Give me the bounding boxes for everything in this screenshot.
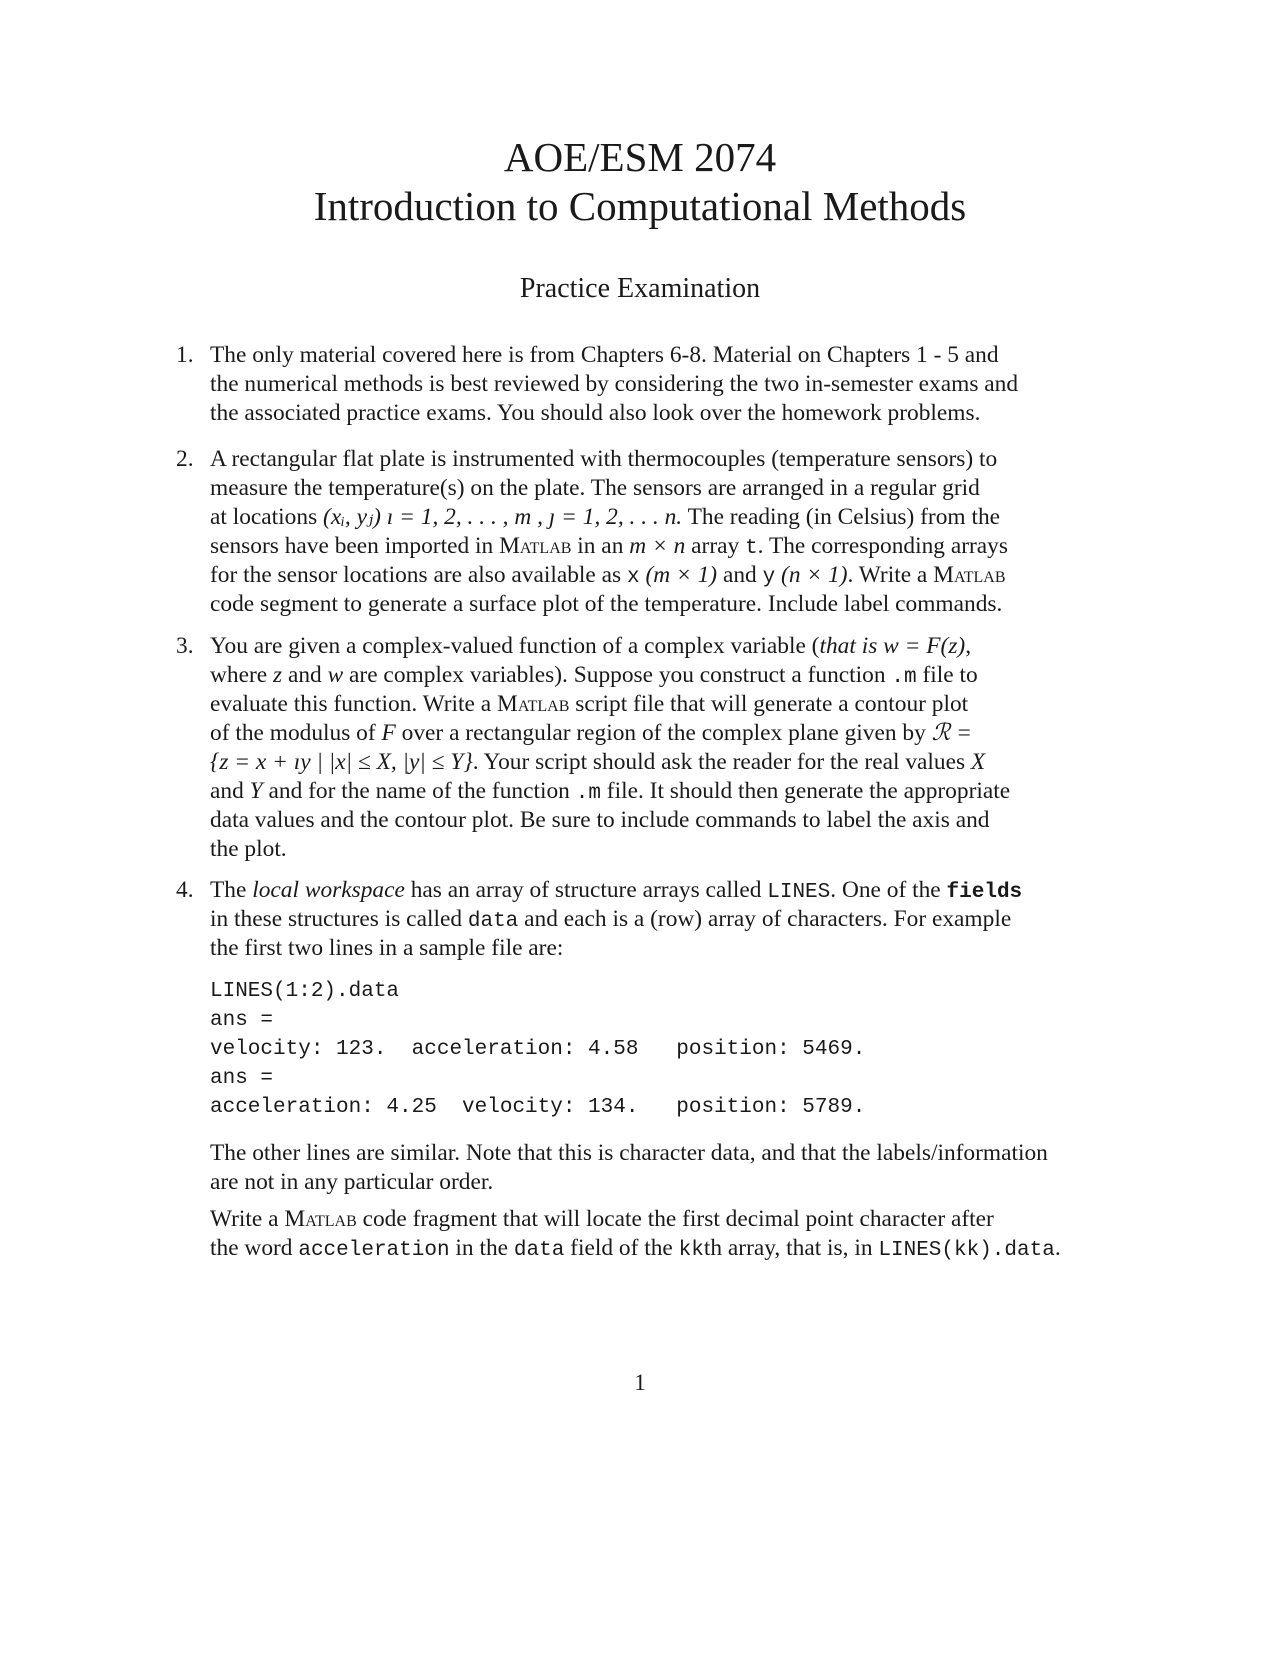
question-2-line-4 (210, 532, 1008, 564)
text: has an array of structure arrays called (404, 877, 768, 903)
text: , (965, 633, 972, 659)
question-2-line-5 (210, 561, 1006, 593)
question-2-line-1: A rectangular flat plate is instrumented with thermocouples (temperature sensors) to (210, 446, 998, 472)
code-x: x (626, 566, 640, 589)
text: in these structures is called (210, 906, 468, 932)
text: . The corresponding arrays (757, 533, 1008, 559)
text: Write a (210, 1206, 285, 1232)
text: script file that will generate a contour plot (569, 691, 969, 717)
var-w: w (327, 662, 344, 688)
paragraph-line-2: are not in any particular order. (210, 1169, 494, 1195)
text: in the (449, 1235, 514, 1261)
exam-title: Practice Examination (519, 273, 761, 304)
matlab-word: Matlab (933, 562, 1006, 588)
matlab-word: Matlab (497, 691, 570, 717)
y-dim-math: (n × 1) (781, 562, 848, 588)
question-3-line-8: the plot. (210, 836, 287, 862)
text: evaluate this function. Write a (210, 691, 498, 717)
text: code fragment that will locate the first decimal point character after (356, 1206, 994, 1232)
question-3-line-6 (210, 777, 1010, 809)
paragraph-line-1: The other lines are similar. Note that this is character data, and that the labels/information (210, 1140, 1048, 1166)
code-line-4: ans = (210, 1067, 274, 1090)
code-acceleration: acceleration (298, 1239, 450, 1262)
text: and (210, 778, 250, 804)
task-line-2 (210, 1234, 1061, 1266)
code-line-5: acceleration: 4.25 velocity: 134. position: 5789. (210, 1096, 866, 1119)
var-Y: Y (249, 778, 263, 804)
question-1-line-2: the numerical methods is best reviewed by considering the two in-semester exams and (210, 371, 1019, 397)
text: th array, that is, in (703, 1235, 879, 1261)
text: and (717, 562, 763, 588)
question-2-line-2: measure the temperature(s) on the plate. The sensors are arranged in a regular grid (210, 475, 980, 501)
code-y: y (762, 566, 776, 589)
question-number: 3. (176, 633, 194, 659)
question-4-line-3: the first two lines in a sample file are: (210, 935, 564, 961)
code-kk: kk (678, 1239, 704, 1262)
question-3-line-5 (210, 748, 985, 778)
question-number: 1. (176, 342, 194, 368)
task-line-1 (210, 1205, 994, 1235)
text: and each is a (row) array of characters. For example (518, 906, 1012, 932)
region-R: ℛ = (931, 720, 972, 746)
question-number: 4. (176, 877, 194, 903)
text: file. It should then generate the appropriate (600, 778, 1011, 804)
code-data: data (467, 910, 519, 933)
text: and (282, 662, 328, 688)
question-2-line-6: code segment to generate a surface plot of the temperature. Include label commands. (210, 591, 1003, 617)
code-m-ext: .m (575, 782, 601, 805)
text: array (685, 533, 746, 559)
page-number: 1 (634, 1370, 646, 1395)
code-t: t (745, 537, 758, 560)
text: of the modulus of (210, 720, 382, 746)
text: . (1054, 1235, 1061, 1261)
text: for the sensor locations are also available as (210, 562, 627, 588)
question-number: 2. (176, 446, 194, 472)
emphasis: local workspace (252, 877, 405, 903)
question-3-line-4 (210, 719, 972, 749)
code-lines-kk-data: LINES(kk).data (878, 1239, 1055, 1262)
region-set-math: {z = x + ıy | |x| ≤ X, |y| ≤ Y} (210, 749, 473, 775)
text: over a rectangular region of the complex plane given by (395, 720, 932, 746)
text: and for the name of the function (262, 778, 576, 804)
text: . Write a (847, 562, 934, 588)
text: . Your script should ask the reader for the real values (472, 749, 971, 775)
function-math: w = F(z) (877, 633, 966, 659)
question-4-line-2 (210, 905, 1011, 937)
text: the word (210, 1235, 299, 1261)
question-1-line-1: The only material covered here is from Chapters 6-8. Material on Chapters 1 - 5 and (210, 342, 999, 368)
text: are complex variables). Suppose you construct a function (343, 662, 892, 688)
code-m-ext: .m (891, 666, 917, 689)
code-line-3: velocity: 123. acceleration: 4.58 position: 5469. (210, 1038, 866, 1061)
question-3-line-7: data values and the contour plot. Be sure to include commands to label the axis and (210, 807, 990, 833)
text: file to (916, 662, 978, 688)
text: . One of the (830, 877, 947, 903)
sensor-index-math: (xᵢ, yⱼ) ı = 1, 2, . . . , m , ȷ = 1, 2, . . . n. (323, 504, 683, 530)
question-4-line-1 (210, 876, 1022, 908)
text: The (210, 877, 253, 903)
question-2-line-3 (210, 503, 1000, 533)
text: in an (571, 533, 630, 559)
code-line-2: ans = (210, 1009, 274, 1032)
code-line-1: LINES(1:2).data (210, 980, 400, 1003)
text: You are given a complex-valued function of a complex variable ( (210, 633, 820, 659)
course-title: Introduction to Computational Methods (313, 183, 967, 229)
question-3-line-1 (210, 632, 971, 662)
array-dim-math: m × n (629, 533, 686, 559)
question-1-line-3: the associated practice exams. You should also look over the homework problems. (210, 400, 981, 426)
var-F: F (381, 720, 396, 746)
code-fields: fields (946, 881, 1023, 904)
text: where (210, 662, 273, 688)
question-3-line-3 (210, 690, 968, 720)
text: at locations (210, 504, 324, 530)
text: field of the (564, 1235, 679, 1261)
question-3-line-2 (210, 661, 978, 693)
var-X: X (970, 749, 986, 775)
matlab-word: Matlab (499, 533, 572, 559)
emphasis: that is (819, 633, 878, 659)
text: The reading (in Celsius) from the (682, 504, 1001, 530)
matlab-word: Matlab (284, 1206, 357, 1232)
course-code: AOE/ESM 2074 (503, 134, 777, 180)
code-lines: LINES (767, 881, 831, 904)
text: sensors have been imported in (210, 533, 500, 559)
code-data: data (513, 1239, 565, 1262)
var-z: z (273, 662, 283, 688)
x-dim-math: (m × 1) (645, 562, 718, 588)
